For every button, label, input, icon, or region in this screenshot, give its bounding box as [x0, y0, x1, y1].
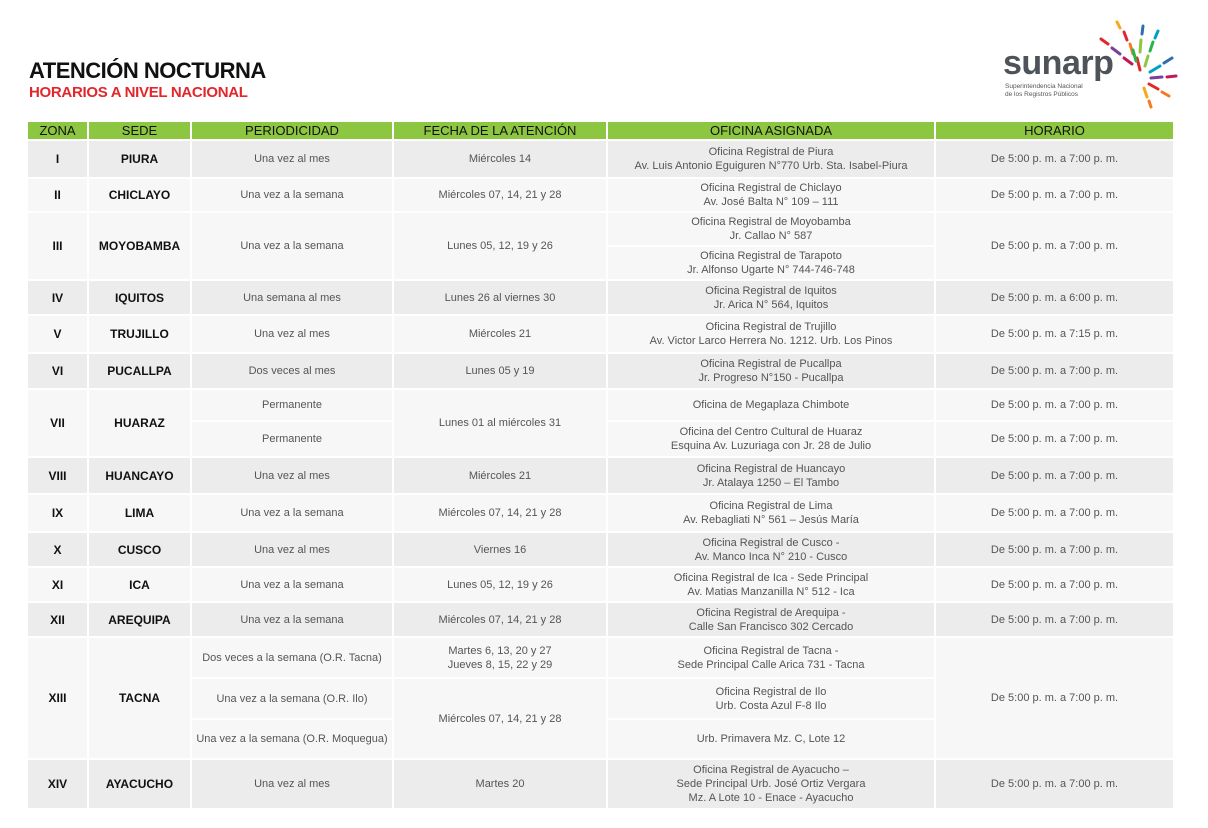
periodicidad-cell: Una vez a la semana (O.R. Moquegua): [191, 719, 393, 759]
zona-cell: VII: [27, 389, 88, 457]
periodicidad-cell: Dos veces al mes: [191, 353, 393, 389]
sunarp-logo: [1000, 14, 1178, 110]
oficina-cell: [607, 678, 935, 719]
oficina-name: Oficina Registral de Lima: [709, 500, 833, 512]
horario-cell: De 5:00 p. m. a 7:15 p. m.: [935, 315, 1174, 353]
oficina-name: Oficina Registral de Pucallpa: [700, 358, 842, 370]
oficina-address: Jr. Callao N° 587: [729, 230, 813, 242]
oficina-cell: [607, 353, 935, 389]
horario-cell: De 5:00 p. m. a 7:00 p. m.: [935, 212, 1174, 280]
periodicidad-cell: Una vez al mes: [191, 457, 393, 494]
oficina-address: Calle San Francisco 302 Cercado: [688, 620, 854, 633]
horario-cell: De 5:00 p. m. a 7:00 p. m.: [935, 178, 1174, 212]
periodicidad-cell: Una vez a la semana: [191, 212, 393, 280]
sede-cell: TRUJILLO: [88, 315, 191, 353]
periodicidad-cell: Permanente: [191, 389, 393, 421]
oficina-name: Oficina Registral de Tarapoto: [700, 250, 842, 262]
horario-cell: De 5:00 p. m. a 7:00 p. m.: [935, 602, 1174, 637]
oficina-address: Av. Manco Inca N° 210 - Cusco: [694, 550, 848, 563]
page-title: ATENCIÓN NOCTURNA: [29, 58, 266, 83]
fecha-cell: [393, 637, 607, 678]
oficina-cell: [607, 280, 935, 315]
fecha-cell: Miércoles 14: [393, 140, 607, 178]
oficina-cell: [607, 532, 935, 567]
oficina-address: Av. Luis Antonio Eguiguren N°770 Urb. Sta. Isabel-Piura: [634, 160, 908, 172]
fecha-line: Jueves 8, 15, 22 y 29: [447, 658, 553, 671]
table-row: [27, 567, 1174, 602]
sede-cell: HUARAZ: [88, 389, 191, 457]
oficina-cell: [607, 719, 935, 759]
fecha-cell: Miércoles 21: [393, 457, 607, 494]
sede-cell: CHICLAYO: [88, 178, 191, 212]
oficina-name: Oficina Registral de Piura: [708, 146, 834, 158]
oficina-name: Oficina Registral de Ilo: [715, 685, 827, 698]
oficina-name: Oficina del Centro Cultural de Huaraz: [679, 426, 863, 438]
periodicidad-cell: Una vez al mes: [191, 532, 393, 567]
sede-cell: TACNA: [88, 637, 191, 759]
horario-cell: De 5:00 p. m. a 7:00 p. m.: [935, 759, 1174, 809]
oficina-name: Oficina Registral de Trujillo: [705, 321, 837, 333]
fecha-cell: Lunes 05, 12, 19 y 26: [393, 567, 607, 602]
horario-cell: De 5:00 p. m. a 7:00 p. m.: [935, 457, 1174, 494]
zona-cell: V: [27, 315, 88, 353]
oficina-name: Oficina Registral de Ica - Sede Principal: [673, 571, 869, 584]
oficina-name: Oficina Registral de Moyobamba: [691, 216, 851, 228]
zona-cell: XIII: [27, 637, 88, 759]
oficina-address: Sede Principal Calle Arica 731 - Tacna: [677, 658, 865, 671]
oficina-cell: [607, 602, 935, 637]
oficina-cell: [607, 315, 935, 353]
table-row: [27, 602, 1174, 637]
oficina-address: Jr. Atalaya 1250 – El Tambo: [702, 476, 840, 489]
column-header-zona: ZONA: [27, 121, 88, 140]
oficina-cell: [607, 212, 935, 246]
oficina-name: Oficina Registral de Tacna -: [703, 644, 839, 657]
fecha-cell: Lunes 05 y 19: [393, 353, 607, 389]
oficina-name: Oficina Registral de Arequipa -: [696, 606, 846, 619]
table-row: [27, 212, 1174, 246]
column-header-fecha: FECHA DE LA ATENCIÓN: [393, 121, 607, 140]
fecha-cell: Miércoles 21: [393, 315, 607, 353]
fecha-cell: Lunes 01 al miércoles 31: [393, 389, 607, 457]
oficina-name: Oficina de Megaplaza Chimbote: [692, 399, 850, 411]
oficina-address: Av. Matias Manzanilla N° 512 - Ica: [687, 585, 855, 598]
table-row: [27, 389, 1174, 421]
fecha-cell: Miércoles 07, 14, 21 y 28: [393, 678, 607, 759]
sede-cell: PIURA: [88, 140, 191, 178]
oficina-address: Sede Principal Urb. José Ortiz Vergara: [676, 778, 866, 790]
oficina-address: Jr. Arica N° 564, Iquitos: [713, 298, 829, 311]
table-row: [27, 532, 1174, 567]
fecha-cell: Miércoles 07, 14, 21 y 28: [393, 494, 607, 532]
table-row: [27, 759, 1174, 809]
zona-cell: XI: [27, 567, 88, 602]
page-subtitle: HORARIOS A NIVEL NACIONAL: [29, 84, 248, 101]
periodicidad-cell: Dos veces a la semana (O.R. Tacna): [191, 637, 393, 678]
oficina-name: Oficina Registral de Chiclayo: [700, 182, 842, 194]
horario-cell: De 5:00 p. m. a 7:00 p. m.: [935, 353, 1174, 389]
fecha-cell: Miércoles 07, 14, 21 y 28: [393, 178, 607, 212]
fecha-cell: Lunes 26 al viernes 30: [393, 280, 607, 315]
oficina-address: Jr. Progreso N°150 - Pucallpa: [698, 372, 844, 384]
periodicidad-cell: Una vez a la semana (O.R. Ilo): [191, 678, 393, 719]
oficina-cell: [607, 637, 935, 678]
periodicidad-cell: Permanente: [191, 421, 393, 457]
zona-cell: III: [27, 212, 88, 280]
oficina-cell: [607, 567, 935, 602]
table-row: [27, 315, 1174, 353]
oficina-name: Oficina Registral de Huancayo: [696, 462, 846, 475]
oficina-address: Av. Victor Larco Herrera No. 1212. Urb. Los Pinos: [649, 335, 893, 347]
sede-cell: PUCALLPA: [88, 353, 191, 389]
sede-cell: AREQUIPA: [88, 602, 191, 637]
zona-cell: VI: [27, 353, 88, 389]
horario-cell: De 5:00 p. m. a 7:00 p. m.: [935, 421, 1174, 457]
oficina-cell: [607, 140, 935, 178]
logo-tagline: [1005, 83, 1115, 99]
oficina-cell: [607, 178, 935, 212]
zona-cell: X: [27, 532, 88, 567]
sede-cell: AYACUCHO: [88, 759, 191, 809]
oficina-name: Oficina Registral de Iquitos: [705, 284, 837, 297]
periodicidad-cell: Una vez a la semana: [191, 494, 393, 532]
logo-tagline-line-2: de los Registros Públicos: [1005, 91, 1078, 98]
sede-cell: LIMA: [88, 494, 191, 532]
oficina-address: Jr. Alfonso Ugarte N° 744-746-748: [687, 264, 855, 276]
table-row: [27, 637, 1174, 678]
oficina-address: Esquina Av. Luzuriaga con Jr. 28 de Julio: [670, 440, 872, 452]
oficina-cell: [607, 421, 935, 457]
horario-cell: De 5:00 p. m. a 7:00 p. m.: [935, 637, 1174, 759]
oficina-address: Av. Rebagliati N° 561 – Jesús María: [683, 514, 859, 526]
table-row: [27, 353, 1174, 389]
fecha-line: Martes 6, 13, 20 y 27: [448, 644, 552, 657]
logo-wordmark: sunarp: [1003, 44, 1114, 82]
periodicidad-cell: Una semana al mes: [191, 280, 393, 315]
zona-cell: II: [27, 178, 88, 212]
fecha-cell: Viernes 16: [393, 532, 607, 567]
table-row: [27, 178, 1174, 212]
sede-cell: CUSCO: [88, 532, 191, 567]
fecha-cell: Martes 20: [393, 759, 607, 809]
zona-cell: XII: [27, 602, 88, 637]
periodicidad-cell: Una vez a la semana: [191, 602, 393, 637]
sede-cell: IQUITOS: [88, 280, 191, 315]
horario-cell: De 5:00 p. m. a 7:00 p. m.: [935, 389, 1174, 421]
table-row: [27, 494, 1174, 532]
zona-cell: I: [27, 140, 88, 178]
horario-cell: De 5:00 p. m. a 6:00 p. m.: [935, 280, 1174, 315]
zona-cell: XIV: [27, 759, 88, 809]
sede-cell: HUANCAYO: [88, 457, 191, 494]
periodicidad-cell: Una vez a la semana: [191, 567, 393, 602]
horario-cell: De 5:00 p. m. a 7:00 p. m.: [935, 494, 1174, 532]
column-header-periodicidad: PERIODICIDAD: [191, 121, 393, 140]
fecha-cell: Miércoles 07, 14, 21 y 28: [393, 602, 607, 637]
logo-tagline-line-1: Superintendencia Nacional: [1005, 83, 1083, 90]
oficina-address: Urb. Costa Azul F-8 Ilo: [715, 699, 827, 712]
column-header-sede: SEDE: [88, 121, 191, 140]
table-row: [27, 457, 1174, 494]
schedule-table: [26, 120, 1175, 810]
sede-cell: ICA: [88, 567, 191, 602]
oficina-name: Oficina Registral de Cusco -: [702, 536, 840, 549]
sede-cell: MOYOBAMBA: [88, 212, 191, 280]
table-row: [27, 280, 1174, 315]
horario-cell: De 5:00 p. m. a 7:00 p. m.: [935, 567, 1174, 602]
column-header-oficina: OFICINA ASIGNADA: [607, 121, 935, 140]
periodicidad-cell: Una vez al mes: [191, 759, 393, 809]
periodicidad-cell: Una vez al mes: [191, 140, 393, 178]
oficina-address: Av. José Balta N° 109 – 111: [703, 196, 839, 208]
oficina-cell: [607, 494, 935, 532]
oficina-cell: [607, 457, 935, 494]
oficina-address: Mz. A Lote 10 - Enace - Ayacucho: [688, 792, 854, 804]
zona-cell: IX: [27, 494, 88, 532]
table-header-row: [27, 121, 1174, 140]
oficina-name: Oficina Registral de Ayacucho –: [693, 764, 849, 776]
periodicidad-cell: Una vez al mes: [191, 315, 393, 353]
fecha-cell: Lunes 05, 12, 19 y 26: [393, 212, 607, 280]
periodicidad-cell: Una vez a la semana: [191, 178, 393, 212]
oficina-address: Urb. Primavera Mz. C, Lote 12: [696, 733, 846, 745]
oficina-cell: [607, 759, 935, 809]
zona-cell: IV: [27, 280, 88, 315]
horario-cell: De 5:00 p. m. a 7:00 p. m.: [935, 140, 1174, 178]
zona-cell: VIII: [27, 457, 88, 494]
table-row: [27, 140, 1174, 178]
oficina-cell: [607, 246, 935, 280]
column-header-horario: HORARIO: [935, 121, 1174, 140]
horario-cell: De 5:00 p. m. a 7:00 p. m.: [935, 532, 1174, 567]
oficina-cell: [607, 389, 935, 421]
